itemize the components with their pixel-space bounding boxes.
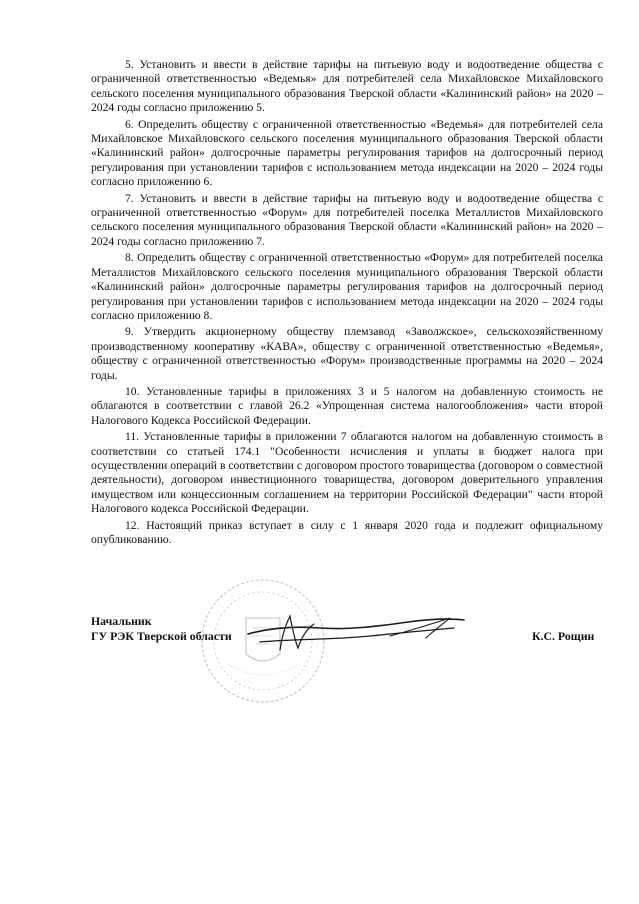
paragraph-10: 10. Установленные тарифы в приложениях 3 и 5 налогом на добавленную стоимость не облагаются в соответствии с главой 26.2 «Упрощенная система налогообложения» части второй Налогового Кодекса Российской Федерации. [91,384,603,427]
document-body [91,58,603,549]
paragraph-7: 7. Установить и ввести в действие тарифы на питьевую воду и водоотведение общества с ограниченной ответственностью «Форум» для потребителей поселка Металлистов Михайловского сельского поселения муниципального образования Тверской области «Калининский район» на 2020 – 2024 годы согласно приложению 7. [91,191,603,248]
paragraph-12: 12. Настоящий приказ вступает в силу с 1 января 2020 года и подлежит официальному опубликованию. [91,518,603,546]
position-line-2: ГУ РЭК Тверской области [91,628,232,643]
signatory-position [91,614,232,643]
paragraph-6: 6. Определить обществу с ограниченной ответственностью «Ведемья» для потребителей села Михайловское Михайловского сельского поселения муниципального образования Тверской области «Калининский район» долгосрочные параметры регулирования тарифов на долгосрочный период регулирования при установлении тарифов с использованием метода индексации на 2020 – 2024 годы согласно приложению 6. [91,117,603,189]
signatory-name: К.С. Рощин [532,629,595,643]
paragraph-9: 9. Утвердить акционерному обществу племзавод «Заволжское», сельскохозяйственному производственному кооперативу «КАВА», обществу с ограниченной ответственностью «Ведемья», обществу с ограниченной ответственностью «Форум» производственные программы на 2020 – 2024 годы. [91,325,603,382]
position-line-1: Начальник [91,614,152,628]
handwritten-signature [240,606,470,662]
paragraph-11: 11. Установленные тарифы в приложении 7 облагаются налогом на добавленную стоимость в соответствии со статьей 174.1 "Особенности исчисления и уплаты в бюджет налога при осуществлении операций в соответствии с договором простого товарищества (договором о совместной деятельности), договором инвестиционного товарищества, договором доверительного управления имуществом или концессионным соглашением на территории Российской Федерации" части второй Налогового кодекса Российской Федерации. [91,430,603,516]
paragraph-8: 8. Определить обществу с ограниченной ответственностью «Форум» для потребителей поселка Металлистов Михайловского сельского поселения муниципального образования Тверской области «Калининский район» долгосрочные параметры регулирования тарифов на долгосрочный период регулирования при установлении тарифов с использованием метода индексации на 2020 – 2024 годы согласно приложению 8. [91,251,603,322]
paragraph-5: 5. Установить и ввести в действие тарифы на питьевую воду и водоотведение общества с ограниченной ответственностью «Ведемья» для потребителей села Михайловское Михайловского сельского поселения муниципального образования Тверской области «Калининский район» на 2020 – 2024 годы согласно приложению 5. [91,58,603,115]
